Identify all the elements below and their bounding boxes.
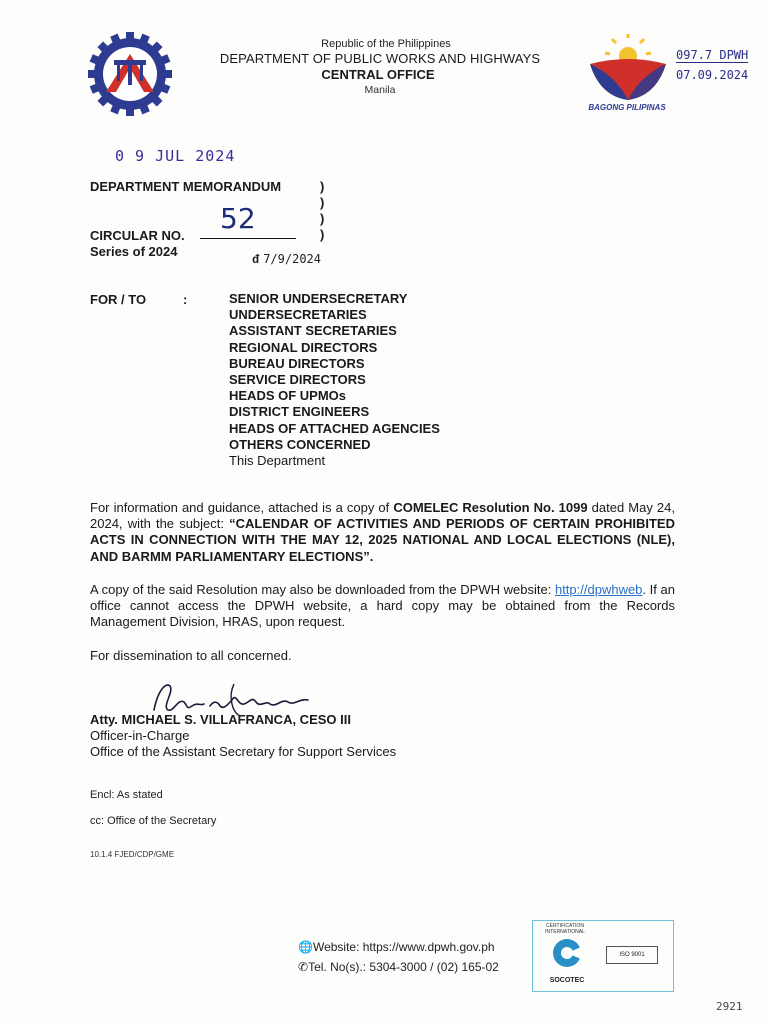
globe-icon: 🌐: [298, 940, 313, 954]
memo-title: DEPARTMENT MEMORANDUM: [90, 179, 282, 194]
paragraph-3: For dissemination to all concerned.: [90, 648, 292, 663]
recipient-item: HEADS OF ATTACHED AGENCIES: [229, 420, 440, 436]
series-label: Series of 2024: [90, 244, 178, 259]
handwritten-reference: 097.7 DPWH: [676, 48, 749, 62]
recipient-item: BUREAU DIRECTORS: [229, 355, 365, 371]
memo-paren-1: ): [320, 179, 325, 194]
enclosure-note: Encl: As stated: [90, 789, 163, 801]
paragraph-2: A copy of the said Resolution may also be downloaded from the DPWH website: http://dpwhweb. If an office cannot access the DPWH website, a hard copy may be obtained from the Records Management Division, HRAS, upon request.: [90, 582, 675, 630]
iso-badge: ISO 9001: [606, 946, 658, 964]
dpwh-website-link[interactable]: http://dpwhweb: [554, 582, 643, 597]
cc-note: cc: Office of the Secretary: [90, 815, 217, 827]
phone-icon: ✆: [298, 960, 309, 974]
paragraph-1: For information and guidance, attached is a copy of COMELEC Resolution No. 1099 dated May 24, 2024, with the subject: “CALENDAR OF ACTIVITIES AND PERIODS OF CERTAIN PROHIBITED ACTS IN CONNECTION WITH THE MAY 12, 2025 NATIONAL AND LOCAL ELECTIONS (NLE), AND BARMM PARLIAMENTARY ELECTIONS”.: [90, 500, 675, 564]
recipient-this-department: This Department: [229, 453, 326, 469]
circular-number: 52: [220, 202, 256, 235]
for-to-colon: :: [183, 292, 188, 307]
for-to-label: FOR / TO: [90, 292, 147, 307]
recipient-item: OTHERS CONCERNED: [229, 436, 371, 452]
recipient-item: HEADS OF UPMOs: [229, 388, 347, 404]
page-mark: 2921: [716, 1000, 743, 1013]
recipient-item: REGIONAL DIRECTORS: [229, 339, 378, 355]
header-country: Republic of the Philippines: [321, 38, 451, 50]
recipient-item: DISTRICT ENGINEERS: [229, 404, 370, 420]
recipient-item: ASSISTANT SECRETARIES: [229, 323, 397, 339]
bagong-pilipinas-logo: [586, 34, 670, 102]
signatory-block: [90, 712, 396, 760]
memo-paren-4: ): [320, 227, 325, 242]
initial-mark: ᵭ: [252, 252, 260, 266]
memo-paren-2: ): [320, 195, 325, 210]
circular-label: CIRCULAR NO.: [90, 228, 185, 243]
signatory-office: Office of the Assistant Secretary for Support Services: [90, 744, 397, 759]
recipient-list: [229, 291, 440, 469]
socotec-label: SOCOTEC: [549, 977, 585, 984]
recipient-item: SENIOR UNDERSECRETARY: [229, 291, 408, 306]
circular-underline: [200, 238, 296, 239]
footer-telephone: ✆Tel. No(s).: 5304-3000 / (02) 165-02: [298, 960, 499, 974]
header-office: CENTRAL OFFICE: [321, 67, 435, 82]
resolution-subject: “CALENDAR OF ACTIVITIES AND PERIODS OF CERTAIN PROHIBITED ACTS IN CONNECTION WITH THE MAY 12, 2025 NATIONAL AND LOCAL ELECTIONS (NLE), AND BARMM PARLIAMENTARY ELECTIONS”.: [90, 516, 675, 564]
reference-code: 10.1.4 FJED/CDP/GME: [90, 850, 175, 859]
footer-website: 🌐Website: https://www.dpwh.gov.ph: [298, 940, 495, 954]
signatory-name: Atty. MICHAEL S. VILLAFRANCA, CESO III: [90, 712, 351, 727]
header-department: DEPARTMENT OF PUBLIC WORKS AND HIGHWAYS: [219, 51, 541, 66]
signatory-position: Officer-in-Charge: [90, 728, 190, 743]
header-city: Manila: [364, 84, 396, 96]
certification-arc-text: CERTIFICATION INTERNATIONAL: [545, 923, 585, 935]
handwritten-initial-date: ᵭ 7/9/2024: [252, 252, 321, 266]
memo-paren-3: ): [320, 211, 325, 226]
recipient-item: SERVICE DIRECTORS: [229, 372, 366, 388]
handwritten-received-date: 07.09.2024: [676, 68, 749, 82]
resolution-reference: COMELEC Resolution No. 1099: [393, 500, 588, 515]
bagong-pilipinas-caption: BAGONG PILIPINAS: [588, 103, 666, 112]
date-stamp: 0 9 JUL 2024: [115, 147, 236, 165]
recipient-item: UNDERSECRETARIES: [229, 307, 367, 323]
